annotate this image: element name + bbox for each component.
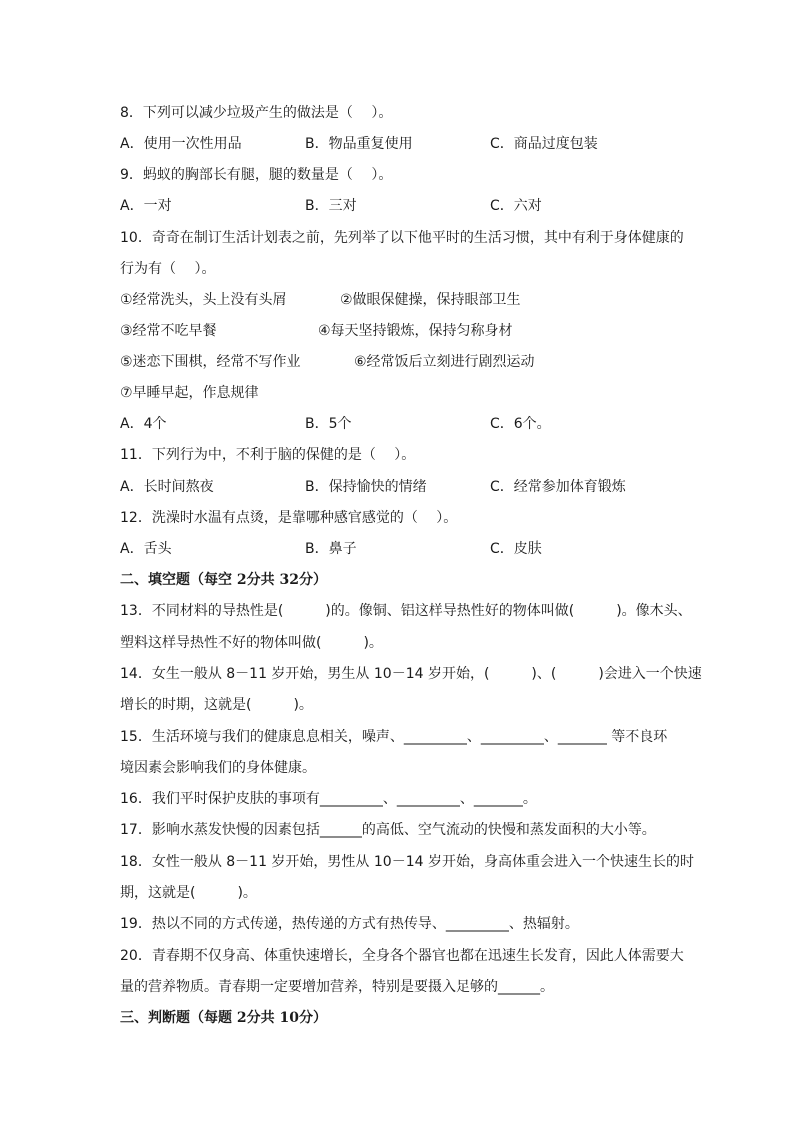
question-11-option-a: A．长时间熬夜 [120,479,214,495]
question-15-line1: 15．生活环境与我们的健康息息相关，噪声、_________、_________、_______ 等不良环 [120,729,668,745]
question-12-stem: 12．洗澡时水温有点烫，是靠哪种感官感觉的（ ）。 [120,510,458,526]
question-8-stem: 8．下列可以减少垃圾产生的做法是（ ）。 [120,105,393,121]
question-12-option-a: A．舌头 [120,541,172,557]
question-10-option-a: A．4个 [120,416,167,432]
habit-item-7: ⑦早睡早起，作息规律 [120,385,259,401]
question-9-option-c: C．六对 [490,198,542,214]
question-11-option-b: B．保持愉快的情绪 [305,479,427,495]
habit-item-4: ④每天坚持锻炼，保持匀称身材 [318,323,513,339]
question-17-line1: 17．影响水蒸发快慢的因素包括______的高低、空气流动的快慢和蒸发面积的大小等。 [120,822,656,838]
question-20-line1: 20．青春期不仅身高、体重快速增长，全身各个器官也都在迅速生长发育，因此人体需要大 [120,948,684,964]
habit-item-6: ⑥经常饭后立刻进行剧烈运动 [354,354,535,370]
question-12-option-b: B．鼻子 [305,541,357,557]
question-8-option-c: C．商品过度包装 [490,136,598,152]
question-9-option-a: A．一对 [120,198,172,214]
section-2-title: 二、填空题（每空 2分共 32分） [120,572,327,588]
habit-item-1: ①经常洗头，头上没有头屑 [120,292,287,308]
question-13-line2: 塑料这样导热性不好的物体叫做( )。 [120,635,383,651]
question-12-option-c: C．皮肤 [490,541,542,557]
question-15-line2: 境因素会影响我们的身体健康。 [120,760,316,776]
question-10-stem-line1: 10．奇奇在制订生活计划表之前，先列举了以下他平时的生活习惯，其中有利于身体健康的 [120,230,684,246]
question-19-line1: 19．热以不同的方式传递，热传递的方式有热传导、_________、热辐射。 [120,916,579,932]
habit-item-5: ⑤迷恋下围棋，经常不写作业 [120,354,301,370]
question-8-option-b: B．物品重复使用 [305,136,413,152]
question-11-stem: 11．下列行为中，不利于脑的保健的是（ ）。 [120,447,416,463]
question-10-option-c: C．6个。 [490,416,551,432]
question-14-line2: 增长的时期，这就是( )。 [120,697,313,713]
question-9-stem: 9．蚂蚁的胸部长有腿，腿的数量是（ ）。 [120,167,393,183]
question-20-line2: 量的营养物质。青春期一定要增加营养，特别是要摄入足够的______。 [120,979,554,995]
question-8-option-a: A．使用一次性用品 [120,136,242,152]
question-10-stem-line2: 行为有（ ）。 [120,261,216,277]
question-14-line1: 14．女生一般从 8－11 岁开始，男生从 10－14 岁开始，( )、( )会进入一个快速 [120,666,702,682]
question-16-line1: 16．我们平时保护皮肤的事项有_________、_________、_______。 [120,791,537,807]
question-11-option-c: C．经常参加体育锻炼 [490,479,626,495]
question-10-option-b: B．5个 [305,416,352,432]
question-18-line2: 期，这就是( )。 [120,885,257,901]
question-13-line1: 13．不同材料的导热性是( )的。像铜、铝这样导热性好的物体叫做( )。像木头、 [120,603,692,619]
habit-item-3: ③经常不吃早餐 [120,323,217,339]
habit-item-2: ②做眼保健操，保持眼部卫生 [340,292,521,308]
question-9-option-b: B．三对 [305,198,357,214]
section-3-title: 三、判断题（每题 2分共 10分） [120,1010,327,1026]
question-18-line1: 18．女性一般从 8－11 岁开始，男性从 10－14 岁开始，身高体重会进入一个快速生长的时 [120,854,694,870]
